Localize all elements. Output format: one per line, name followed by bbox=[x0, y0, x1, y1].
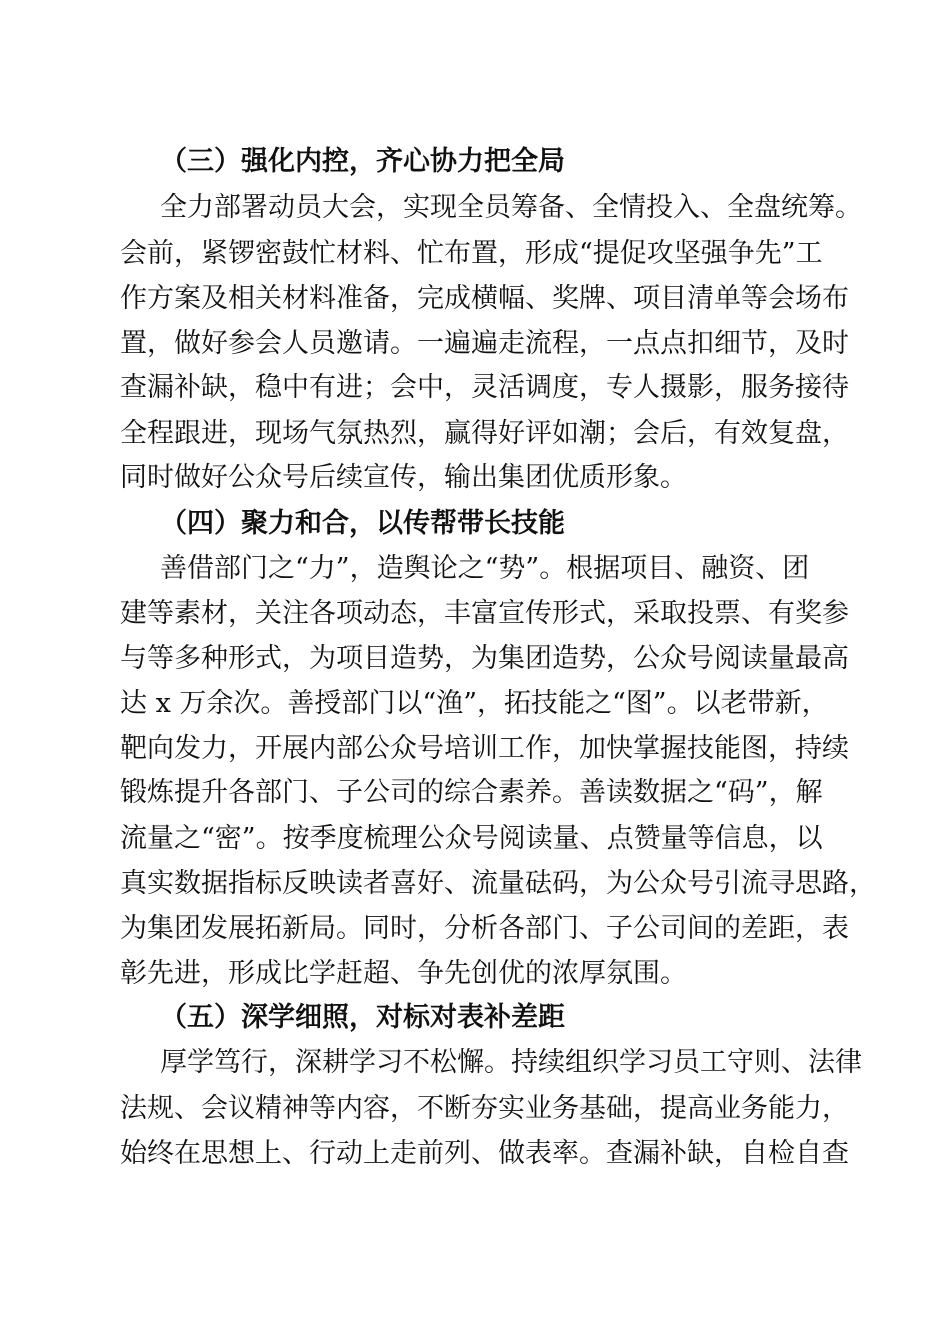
paragraph-line: 靶向发力，开展内部公众号培训工作，加快掌握技能图，持续 bbox=[120, 733, 849, 764]
paragraph-line: 全程跟进，现场气氛热烈，赢得好评如潮；会后，有效复盘， bbox=[120, 418, 849, 449]
paragraph-line: 建等素材，关注各项动态，丰富宣传形式，采取投票、有奖参 bbox=[120, 598, 849, 629]
section-heading-3: （三）强化内控，齐心协力把全局 bbox=[160, 146, 565, 177]
paragraph-line: 作方案及相关材料准备，完成横幅、奖牌、项目清单等会场布 bbox=[120, 283, 849, 314]
paragraph-line: 为集团发展拓新局。同时，分析各部门、子公司间的差距，表 bbox=[120, 913, 849, 944]
paragraph-line: 彰先进，形成比学赶超、争先创优的浓厚氛围。 bbox=[120, 958, 687, 989]
section-heading-5: （五）深学细照，对标对表补差距 bbox=[160, 1002, 565, 1033]
section-heading-4: （四）聚力和合，以传帮带长技能 bbox=[160, 508, 565, 539]
paragraph-line: 会前，紧锣密鼓忙材料、忙布置，形成“提促攻坚强争先”工 bbox=[120, 238, 823, 269]
paragraph-line: 置，做好参会人员邀请。一遍遍走流程，一点点扣细节，及时 bbox=[120, 328, 849, 359]
paragraph-line: 真实数据指标反映读者喜好、流量砝码，为公众号引流寻思路， bbox=[120, 868, 876, 899]
paragraph-line: 达 x 万余次。善授部门以“渔”，拓技能之“图”。以老带新， bbox=[120, 688, 829, 719]
paragraph-line: 查漏补缺，稳中有进；会中，灵活调度，专人摄影，服务接待 bbox=[120, 372, 849, 403]
paragraph-line: 锻炼提升各部门、子公司的综合素养。善读数据之“码”，解 bbox=[120, 777, 823, 808]
paragraph-line: 法规、会议精神等内容，不断夯实业务基础，提高业务能力， bbox=[120, 1093, 849, 1124]
paragraph-line: 与等多种形式，为项目造势，为集团造势，公众号阅读量最高 bbox=[120, 643, 849, 674]
paragraph-line: 同时做好公众号后续宣传，输出集团优质形象。 bbox=[120, 462, 687, 493]
paragraph-line: 流量之“密”。按季度梳理公众号阅读量、点赞量等信息，以 bbox=[120, 823, 823, 854]
paragraph-line: 始终在思想上、行动上走前列、做表率。查漏补缺，自检自查 bbox=[120, 1138, 849, 1169]
paragraph-line: 厚学笃行，深耕学习不松懈。持续组织学习员工守则、法律 bbox=[160, 1047, 862, 1078]
paragraph-line: 善借部门之“力”，造舆论之“势”。根据项目、融资、团 bbox=[160, 553, 810, 584]
paragraph-line: 全力部署动员大会，实现全员筹备、全情投入、全盘统筹。 bbox=[160, 192, 862, 223]
